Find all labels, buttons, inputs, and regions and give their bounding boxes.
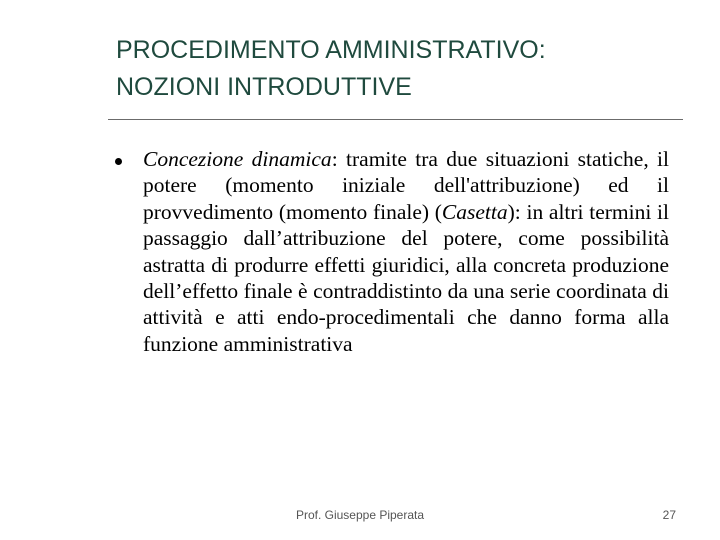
slide-title — [116, 32, 696, 106]
footer-author: Prof. Giuseppe Piperata — [295, 508, 425, 522]
title-line-1: PROCEDIMENTO AMMINISTRATIVO: — [116, 36, 546, 64]
bullet-term: Concezione dinamica — [143, 147, 332, 171]
bullet-text — [143, 146, 669, 357]
bullet-icon — [115, 158, 122, 165]
bullet-author: Casetta — [441, 199, 508, 224]
title-line-2: NOZIONI INTRODUTTIVE — [116, 73, 412, 101]
title-divider — [108, 119, 683, 120]
page-number: 27 — [662, 508, 676, 522]
bullet-text-part-2: ): in altri termini il passaggio dall’attribuzione del potere, come possibilità astratta di produrre effetti giuridici, alla concreta produzione dell’effetto finale è contraddistinto da una serie coordinata di attività e atti endo-procedimentali che danno forma alla funzione amministrativa — [143, 199, 669, 356]
bullet-text-part-1: : tramite tra due situazioni statiche, il potere (momento iniziale dell'attribuzione) ed il provvedimento (momento finale) ( — [143, 147, 669, 224]
